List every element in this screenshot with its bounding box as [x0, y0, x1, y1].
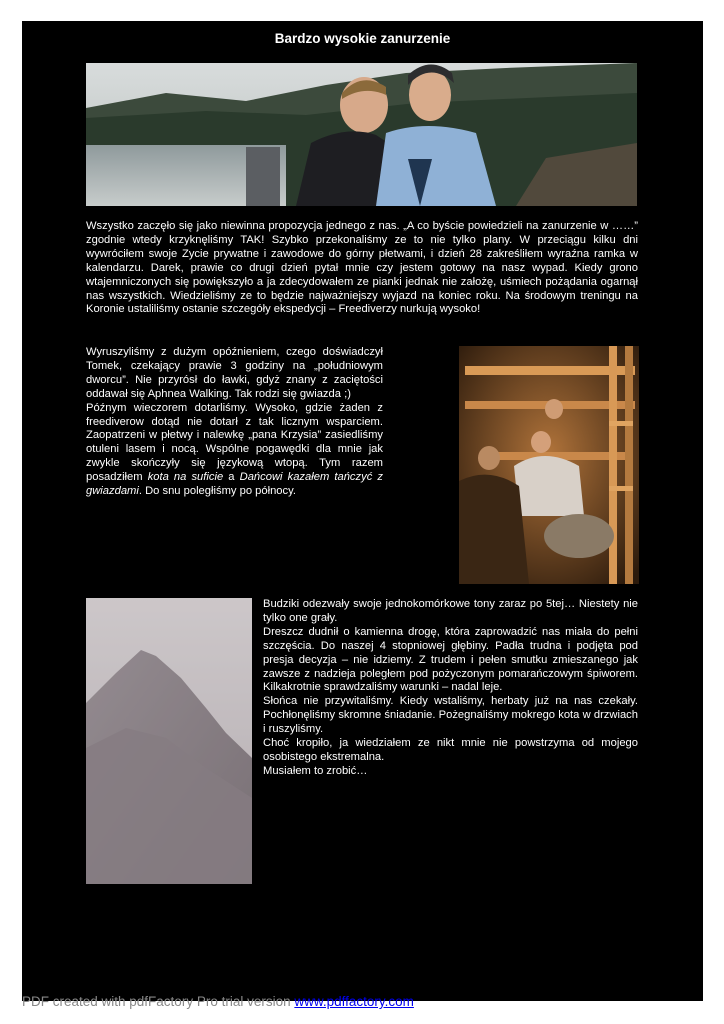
night-arrival-text [86, 346, 383, 499]
departure-paragraph: Wyruszyliśmy z dużym opóźnieniem, czego doświadczył Tomek, czekający prawie 3 godziny na „południowym dworcu”. Nie przyrósł do ławki, gdyż znany z zaciętości oddawał się Aphnea Walking. Tak rodzi się gwiazda ;) [86, 346, 383, 400]
intro-paragraph: Wszystko zaczęło się jako niewinna propozycja jednego z nas. „A co byście powiedzieli na zanurzenie w ……” zgodnie wtedy krzyknęliśmy TAK! Szybko przekonaliśmy ze to nie tylko plany. W przeciągu kilku dni wywróciłem swoje Zycie prywatne i zawodowe do górny płetwami, i dzień 28 zakreśliłem wyraźna ramka w kalendarzu. Darek, prawie co drugi dzień pytał mnie czy jestem gotowy na nasz wypad. Kiedy grono wtajemniczonych się powiększyło a ja zdecydowałem ze pianki jednak nie założę, uśmiech pożądania ogarnął nas wszystkich. Wiedzieliśmy ze to będzie najważniejszy wyjazd na koniec roku. Na środowym treningu na Koronie ustaliliśmy ostanie szczegóły ekspedycji – Freediverzy nurkują wysoko! [86, 220, 638, 316]
emphasis-cat: kota na suficie [147, 471, 224, 484]
evening-paragraph: Późnym wieczorem dotarliśmy. Wysoko, gdzie żaden z freediverow dotąd nie dotarł z tak licznym wsparciem. Zaopatrzeni w płetwy i nalewkę „pana Krzysia” zasiedliśmy otuleni lasem i nocą. Wspólne pogawędki dla mnie jak zwykle skończyły się językową wtopą. Tym razem posadziłem kota na suficie a Dańcowi kazałem tańczyć z gwiazdami. Do snu poległiśmy po północy. [86, 401, 383, 498]
emphasis-dance: Dańcowi kazałem tańczyć z gwiazdami [86, 471, 383, 498]
pdf-footer [22, 994, 414, 1009]
morning-text [263, 598, 638, 779]
rain-paragraph: Dreszcz dudnił o kamienna drogę, która zaprowadzić nas miała do pełni szczęścia. Do naszej 4 stopniowej głębiny. Padła trudna i podjęta pod presja decyzja – nie idziemy. Z trudem i pełen smutku zmieszanego jak zawsze z nadzieja poległem pod pożyczonym pomarańczowym śpiworem. Kilkakrotnie sprawdzaliśmy warunki – nadal leje. [263, 625, 638, 694]
bunk-room-photo [459, 346, 639, 584]
alarm-paragraph: Budziki odezwały swoje jednokomórkowe tony zaraz po 5tej… Niestety nie tylko one grały. [263, 598, 638, 624]
breakfast-paragraph: Słońca nie przywitaliśmy. Kiedy wstaliśmy, herbaty już na nas czekały. Pochłonęliśmy skromne śniadanie. Pożegnaliśmy mokrego kota w drzwiach i ruszyliśmy. [263, 695, 638, 736]
misty-peak-photo [86, 598, 252, 884]
document-page [22, 21, 703, 1001]
page-title: Bardzo wysokie zanurzenie [274, 31, 451, 46]
determination-paragraph: Choć kropiło, ja wiedziałem ze nikt mnie nie powstrzyma od mojego osobistego ekstremalna. [263, 737, 638, 763]
closing-line: Musiałem to zrobić… [263, 764, 368, 777]
pdffactory-link[interactable]: www.pdffactory.com [294, 994, 414, 1009]
lake-mountain-photo [86, 63, 637, 206]
footer-text: PDF created with pdfFactory Pro trial version [22, 994, 295, 1009]
